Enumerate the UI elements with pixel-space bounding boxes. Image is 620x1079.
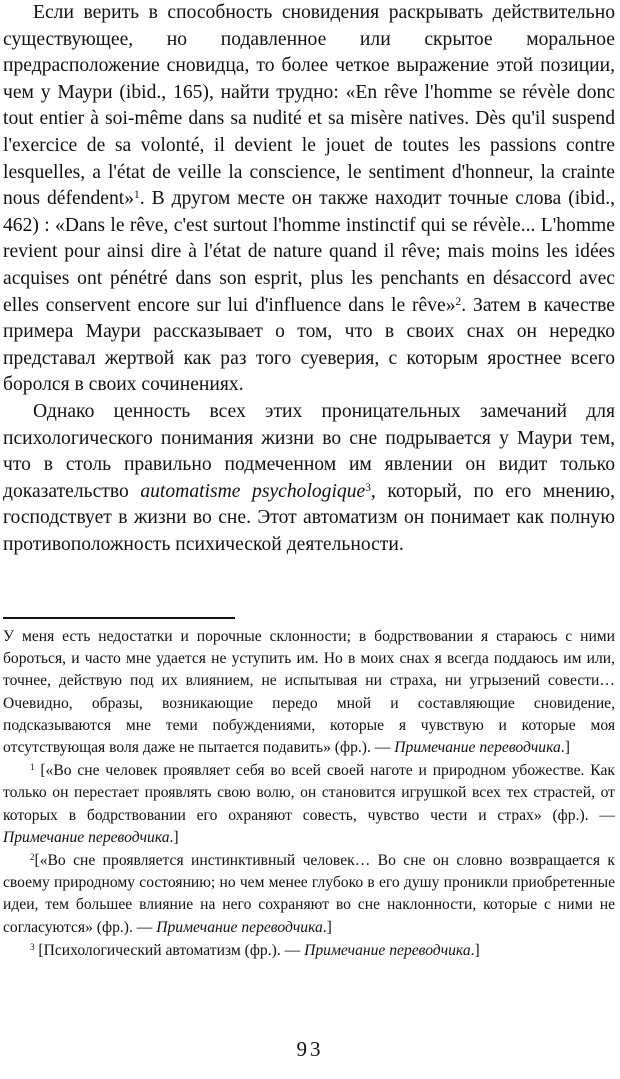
footnote-marker-1: 1 [30, 762, 35, 773]
footnote-close: .] [470, 941, 480, 959]
footnote-3 [3, 940, 615, 962]
translator-note-label: Примечание переводчика [156, 918, 323, 936]
footnote-2 [3, 850, 615, 939]
paragraph-1-text-c: . Затем в качестве примера Маури рассказывает о том, что в своих снах он нередко представал жертвой как раз того суеверия, с которым яростнее всего боролся в своих сочинениях. [3, 294, 615, 396]
footnotes [3, 626, 615, 962]
footnote-ref-2: 2 [455, 295, 462, 308]
translator-note-label: Примечание переводчика [3, 828, 170, 846]
footnote-continued-text: У меня есть недостатки и порочные склонности; в бодрствовании я стараюсь с ними бороться, и часто мне удается не уступить им. Но в моих снах я всегда поддаюсь им или, точнее, действую под их влиянием, не испытывая ни страха, ни угрызений совести… Очевидно, образы, возникающие передо мной и составляющие сновидение, подсказываются мне теми побуждениями, которые я чувствую и которые моя отсутствующая воля даже не пытается подавить» (фр.). — [3, 628, 615, 757]
translator-note-label: Примечание переводчика [304, 941, 471, 959]
footnote-marker-3: 3 [30, 941, 35, 952]
footnote-ref-3: 3 [365, 481, 371, 494]
footnote-1 [3, 760, 615, 849]
paragraph-2-text-b: , который, по его мнению, господствует в жизни во сне. Этот автоматизм он понимает как полную противоположность психической деятельности. [3, 480, 615, 555]
footnote-divider [3, 617, 235, 619]
footnote-1-text: [«Во сне человек проявляет себя во всей своей наготе и природном убожестве. Как только он перестает проявлять свою волю, он становится игрушкой всех тех страстей, от которых в бодрствовании его охраняют совесть, чувство чести и страх» (фр.). — [3, 762, 615, 824]
footnote-3-text: [Психологический автоматизм (фр.). — [34, 941, 305, 959]
paragraph-1 [3, 0, 615, 399]
paragraph-1-text-a: Если верить в способность сновидения раскрывать действительно существующее, но подавленное или скрытое моральное предрасположение сновидца, то более четкое выражение этой позиции, чем у Маури (ibid., 165), найти трудно: «En rêve l'homme se révèle donc tout entier à soi-même dans sa nudité et sa misère natives. Dès qu'il suspend l'exercice de sa volonté, il devient le jouet de toutes les passions contre lesquelles, a l'état de veille la conscience, le sentiment d'honneur, la crainte nous défendent» [3, 2, 615, 210]
paragraph-2-text-a: Однако ценность всех этих проницательных замечаний для психологического понимания жизни во сне подрывается у Маури тем, что в столь правильно подмеченном им явлении он видит только доказательство [3, 400, 615, 502]
footnote-ref-1: 1 [134, 188, 140, 201]
footnote-2-text: [«Во сне проявляется инстинктивный человек… Во сне он словно возвращается к своему природному состоянию; но чем менее глубоко в его душу проникли приобретенные идеи, тем большее влияние на него сохраняют во сне наклонности, которые с ними не согласуются» (фр.). — [3, 852, 615, 936]
italic-term: automatisme psychologique [140, 480, 366, 502]
paragraph-1-text-b: . В другом месте он также находит точные слова (ibid., 462) : «Dans le rêve, c'est surtout l'homme instinctif qui se révèle... L'homme revient pour ainsi dire à l'état de nature quand il rêve; mais moins les idées acquises ont pénétré dans son esprit, plus les penchants en désaccord avec elles conservent encore sur lui d'influence dans le rêve» [3, 188, 615, 316]
paragraph-2 [3, 399, 615, 559]
footnote-marker-2: 2 [30, 852, 35, 863]
page-number: 93 [296, 1037, 324, 1061]
footnote-continued [3, 626, 615, 759]
footnote-close: .] [560, 739, 570, 757]
translator-note-label: Примечание переводчика [394, 739, 561, 757]
footnote-close: .] [322, 918, 332, 936]
main-text [3, 0, 615, 558]
footnote-close: .] [169, 828, 179, 846]
